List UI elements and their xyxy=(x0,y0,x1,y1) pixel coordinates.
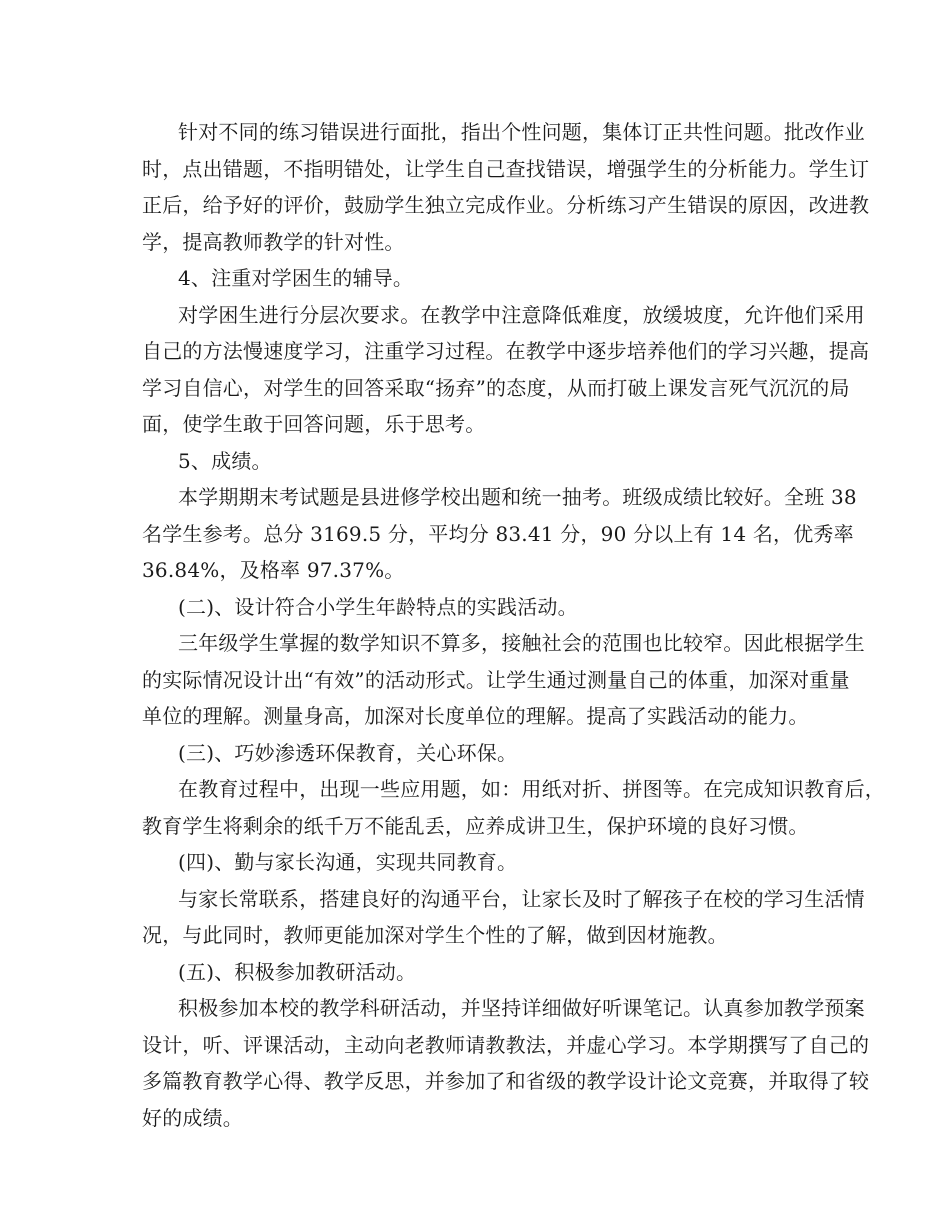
text-line: 积极参加本校的教学科研活动，并坚持详细做好听课笔记。认真参加教学预案 xyxy=(178,996,865,1020)
text-line: 36.84%，及格率 97.37%。 xyxy=(142,558,405,582)
section-heading: (三)、巧妙渗透环保教育，关心环保。 xyxy=(178,741,518,765)
text-line: 名学生参考。总分 3169.5 分，平均分 83.41 分，90 分以上有 14 名，优秀率 xyxy=(142,522,854,546)
text-line: 在教育过程中，出现一些应用题，如：用纸对折、拼图等。在完成知识教育后， xyxy=(178,777,885,801)
text-line: 好的成绩。 xyxy=(142,1106,243,1130)
text-line: 教育学生将剩余的纸千万不能乱丢，应养成讲卫生，保护环境的良好习惯。 xyxy=(142,814,809,838)
text-line: 多篇教育教学心得、教学反思，并参加了和省级的教学设计论文竞赛，并取得了较 xyxy=(142,1069,870,1093)
text-line: 学习自信心，对学生的回答采取“扬弃”的态度，从而打破上课发言死气沉沉的局 xyxy=(142,376,850,400)
text-line: 自己的方法慢速度学习，注重学习过程。在教学中逐步培养他们的学习兴趣，提高 xyxy=(142,339,870,363)
text-line: 对学困生进行分层次要求。在教学中注意降低难度，放缓坡度，允许他们采用 xyxy=(178,303,865,327)
text-line: 的实际情况设计出“有效”的活动形式。让学生通过测量自己的体重，加深对重量 xyxy=(142,668,850,692)
text-line: 学，提高教师教学的针对性。 xyxy=(142,230,405,254)
section-heading: (二)、设计符合小学生年龄特点的实践活动。 xyxy=(178,595,578,619)
text-line: 正后，给予好的评价，鼓励学生独立完成作业。分析练习产生错误的原因，改进教 xyxy=(142,193,870,217)
section-heading: (四)、勤与家长沟通，实现共同教育。 xyxy=(178,850,518,874)
text-line: 本学期期末考试题是县进修学校出题和统一抽考。班级成绩比较好。全班 38 xyxy=(178,485,857,509)
text-line: 设计，听、评课活动，主动向老教师请教教法，并虚心学习。本学期撰写了自己的 xyxy=(142,1033,870,1057)
text-line: 与家长常联系，搭建良好的沟通平台，让家长及时了解孩子在校的学习生活情 xyxy=(178,887,865,911)
text-line: 三年级学生掌握的数学知识不算多，接触社会的范围也比较窄。因此根据学生 xyxy=(178,631,865,655)
text-line: 面，使学生敢于回答问题，乐于思考。 xyxy=(142,412,486,436)
section-heading: (五)、积极参加教研活动。 xyxy=(178,960,417,984)
text-line: 单位的理解。测量身高，加深对长度单位的理解。提高了实践活动的能力。 xyxy=(142,704,809,728)
text-line: 时，点出错题，不指明错处，让学生自己查找错误，增强学生的分析能力。学生订 xyxy=(142,157,870,181)
section-heading: 4、注重对学困生的辅导。 xyxy=(178,266,414,290)
text-line: 针对不同的练习错误进行面批，指出个性问题，集体订正共性问题。批改作业 xyxy=(178,120,865,144)
text-line: 况，与此同时，教师更能加深对学生个性的了解，做到因材施教。 xyxy=(142,923,728,947)
section-heading: 5、成绩。 xyxy=(178,449,272,473)
